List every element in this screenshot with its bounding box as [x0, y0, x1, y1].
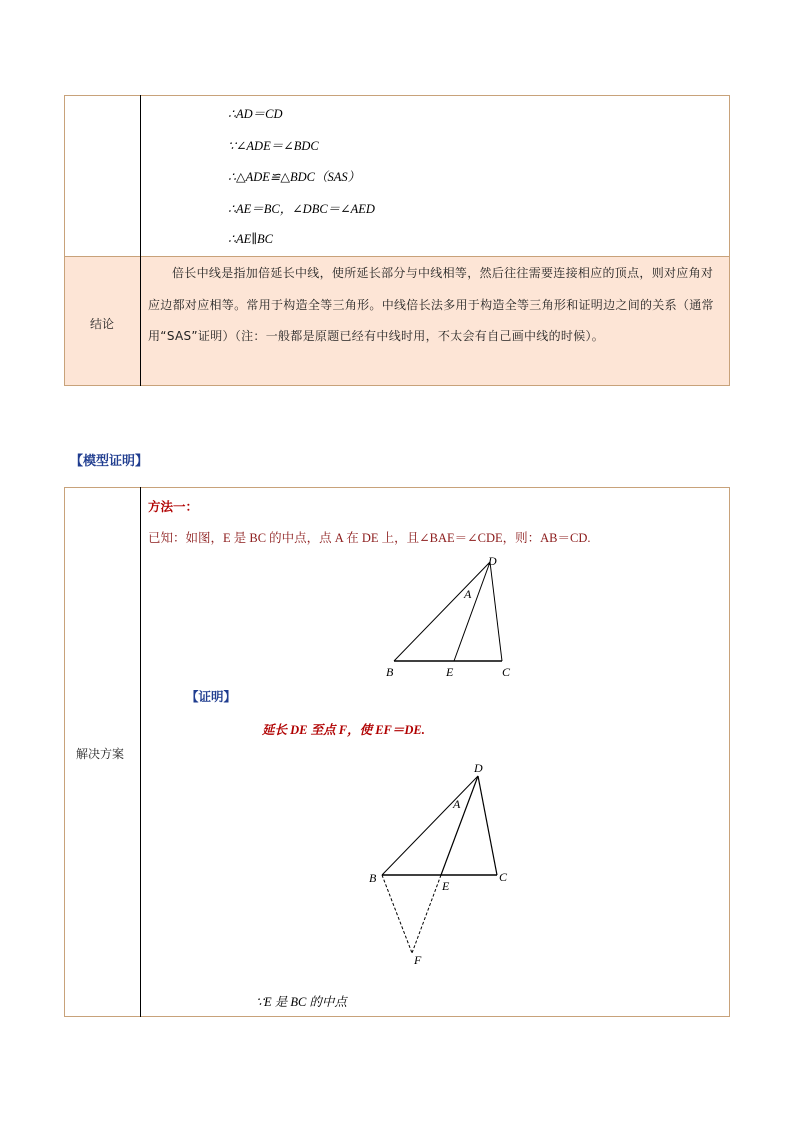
section-title: 【模型证明】: [70, 454, 149, 469]
fig2-label-D: D: [474, 761, 483, 775]
conclusion-top-border: [64, 256, 730, 257]
fig1-line-DE: [454, 562, 490, 661]
fig1-label-A: A: [464, 587, 472, 601]
fig2-line-BF: [382, 875, 412, 953]
method-title: 方法一：: [148, 499, 199, 514]
fig1-label-C: C: [502, 665, 511, 679]
fig1-label-B: B: [386, 665, 394, 679]
proof-line-3: ∴△ADE≌△BDC（SAS）: [228, 170, 361, 184]
proof-line-2: ∵∠ADE＝∠BDC: [228, 139, 319, 153]
given-statement: 已知：如图，E 是 BC 的中点，点 A 在 DE 上，且∠BAE＝∠CDE，则：AB＝CD.: [148, 531, 591, 545]
fig2-label-F: F: [414, 953, 422, 967]
fig2-line-DC: [478, 776, 497, 875]
solution-divider: [140, 487, 141, 1017]
fig1-label-E: E: [446, 665, 454, 679]
fig1-line-BD: [394, 562, 490, 661]
extend-statement: 延长 DE 至点 F，使 EF＝DE.: [262, 723, 425, 737]
fig1-line-DC: [490, 562, 502, 661]
fig2-label-C: C: [499, 870, 508, 884]
proof-line-5: ∴AE∥BC: [228, 232, 273, 246]
fig2-line-EF: [412, 875, 441, 953]
solution-label: 解决方案: [76, 747, 125, 761]
fig2-label-A: A: [453, 797, 461, 811]
fig2-label-B: B: [369, 871, 377, 885]
fig1-label-D: D: [488, 554, 497, 568]
since-midpoint: ∵E 是 BC 的中点: [256, 995, 347, 1009]
fig2-line-BD: [382, 776, 478, 875]
fig2-line-DE: [441, 776, 478, 875]
conclusion-text: 倍长中线是指加倍延长中线，使所延长部分与中线相等，然后往往需要连接相应的顶点，则对应角对应边都对应相等。常用于构造全等三角形。中线倍长法多用于构造全等三角形和证明边之间的关系（通常用“SAS”证明）（注：一般都是原题已经有中线时用，不太会有自己画中线的时候）。: [148, 266, 714, 343]
proof-line-1: ∴AD＝CD: [228, 107, 283, 121]
fig2-label-E: E: [442, 879, 450, 893]
proof-line-4: ∴AE＝BC，∠DBC＝∠AED: [228, 202, 375, 216]
conclusion-divider: [140, 256, 141, 386]
figure-1: [380, 552, 520, 684]
conclusion-label: 结论: [90, 317, 115, 331]
proof-title: 【证明】: [186, 689, 237, 704]
figure-2: [362, 756, 522, 968]
